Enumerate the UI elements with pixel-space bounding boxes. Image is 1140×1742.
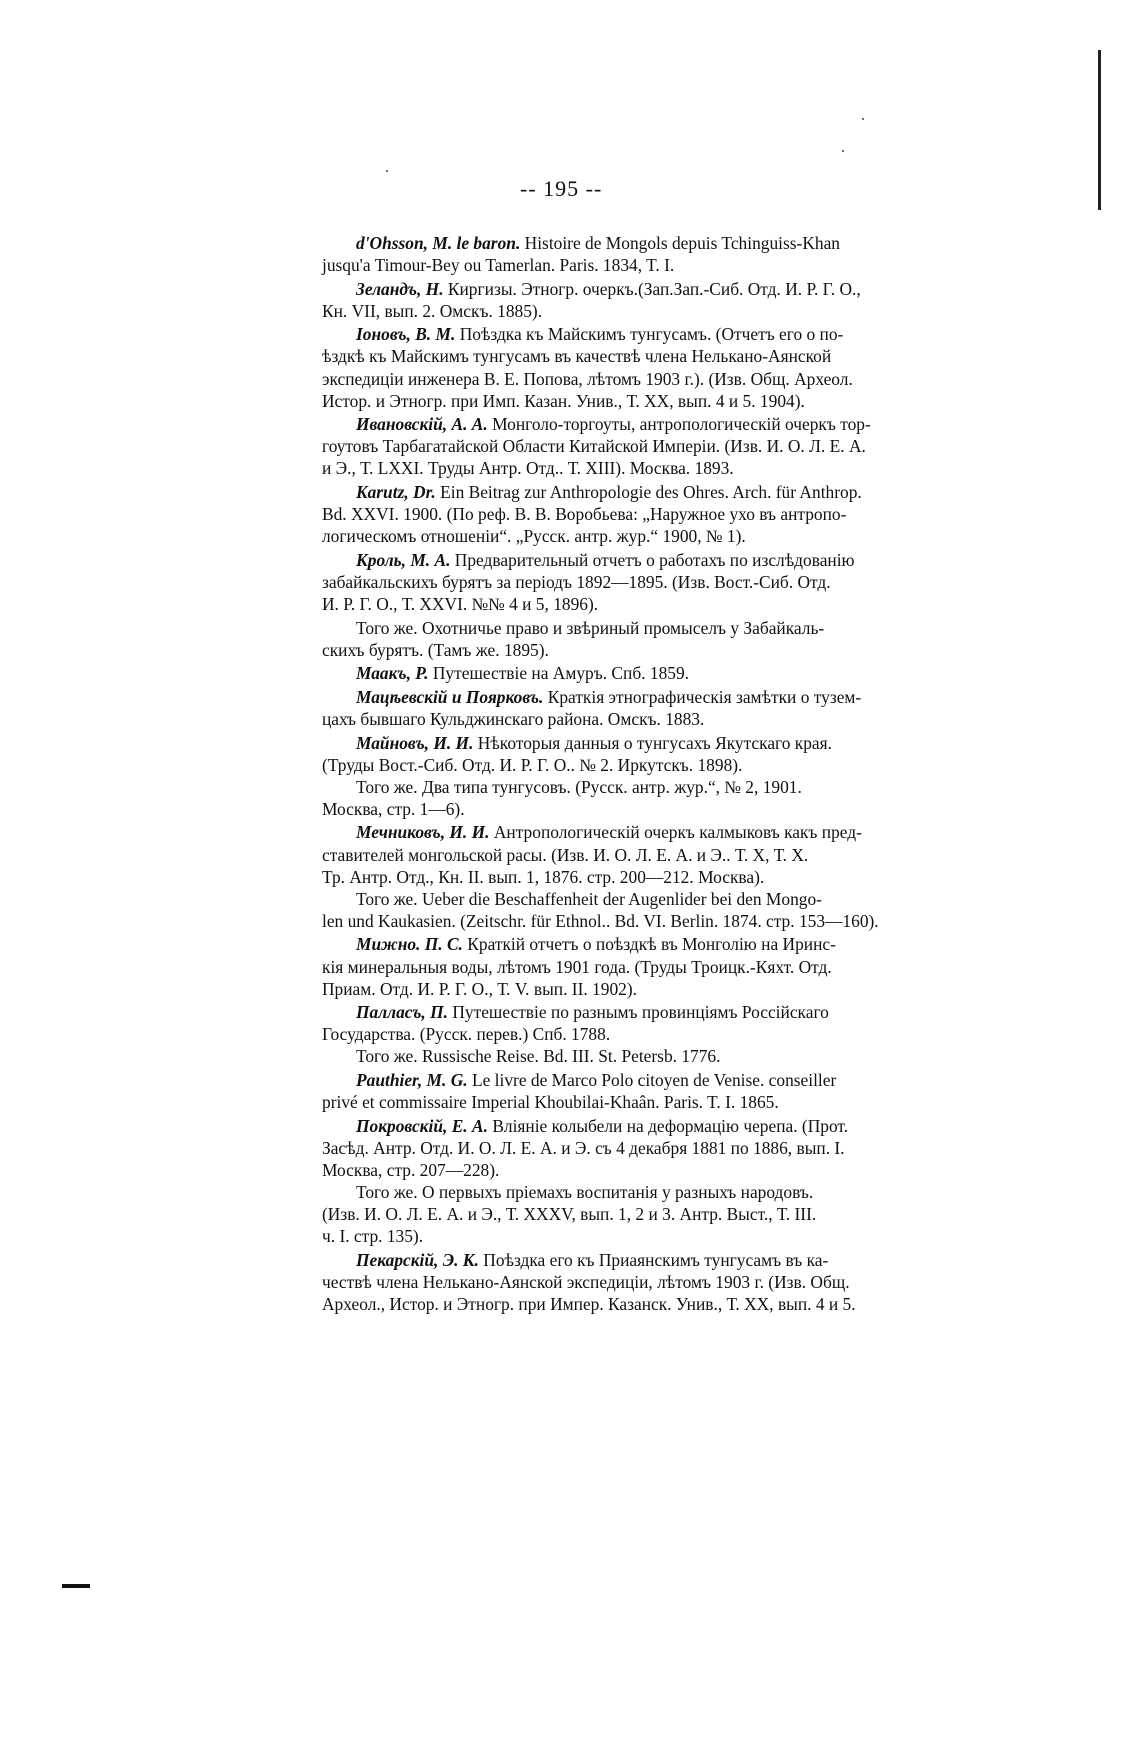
entry-text: Государства. (Русск. перев.) Спб. 1788. <box>322 1024 611 1045</box>
entry-text: Поѣздка къ Майскимъ тунгусамъ. (Отчетъ его о по- <box>459 324 844 345</box>
entry-text: экспедиціи инженера В. Е. Попова, лѣтомъ 1903 г.). (Изв. Общ. Археол. <box>322 368 853 389</box>
bibliography-entry <box>322 662 982 684</box>
entry-line <box>322 639 982 661</box>
entry-author: Karutz, Dr. <box>356 482 436 503</box>
entry-author: Ивановскій, А. А. <box>356 414 488 435</box>
entry-author: Маакъ, Р. <box>356 663 429 684</box>
entry-text: Того же. Охотничье право и звѣриный промыселъ у Забайкаль- <box>356 617 825 638</box>
entry-text: (Изв. И. О. Л. Е. А. и Э., Т. XXXV, вып. 1, 2 и 3. Антр. Выст., Т. III. <box>322 1204 817 1225</box>
bibliography-list <box>322 232 982 1317</box>
entry-line <box>322 1271 982 1293</box>
entry-line <box>322 1091 982 1113</box>
entry-text: скихъ бурятъ. (Тамъ же. 1895). <box>322 639 549 660</box>
bibliography-entry <box>322 1115 982 1248</box>
entry-line <box>322 254 982 276</box>
entry-line <box>322 662 982 684</box>
entry-text: забайкальскихъ бурятъ за періодъ 1892—1895. (Изв. Вост.-Сиб. Отд. <box>322 571 831 592</box>
entry-line <box>322 481 982 503</box>
entry-text: ѣздкѣ къ Майскимъ тунгусамъ въ качествѣ члена Нелькано-Аянской <box>322 346 832 367</box>
entry-author: Мечниковъ, И. И. <box>356 822 490 843</box>
entry-line <box>322 754 982 776</box>
entry-author: Мижно. П. С. <box>356 934 463 955</box>
bibliography-entry <box>322 933 982 999</box>
entry-author: d'Ohsson, M. le baron. <box>356 233 521 253</box>
entry-text: Краткія этнографическія замѣтки о тузем- <box>547 686 862 707</box>
entry-text: Истор. и Этногр. при Имп. Казан. Унив., Т. XX, вып. 4 и 5. 1904). <box>322 390 805 411</box>
entry-text: Киргизы. Этногр. очеркъ.(Зап.Зап.-Сиб. Отд. И. Р. Г. О., <box>447 278 861 299</box>
entry-text: гоутовъ Тарбагатайской Области Китайской Имперіи. (Изв. И. О. Л. Е. А. <box>322 436 866 457</box>
entry-text: Кн. VII, вып. 2. Омскъ. 1885). <box>322 300 543 321</box>
margin-mark <box>62 1584 90 1588</box>
entry-text: Путешествіе по разнымъ провинціямъ Россійскаго <box>452 1002 829 1023</box>
entry-line <box>322 1137 982 1159</box>
entry-line <box>322 1181 982 1203</box>
entry-text: Монголо-торгоуты, антропологическій очеркъ тор- <box>492 414 871 435</box>
entry-author: Майновъ, И. И. <box>356 732 474 753</box>
entry-line <box>322 844 982 866</box>
entry-text: Того же. Два типа тунгусовъ. (Русск. антр. жур.“, № 2, 1901. <box>356 776 802 797</box>
entry-line <box>322 593 982 615</box>
entry-text: Приам. Отд. И. Р. Г. О., Т. V. вып. II. 1902). <box>322 978 637 999</box>
entry-line <box>322 978 982 1000</box>
entry-text: Путешествіе на Амуръ. Спб. 1859. <box>432 663 690 684</box>
entry-text: privé et commissaire Imperial Khoubilai-Khaân. Paris. T. I. 1865. <box>322 1092 779 1113</box>
entry-line <box>322 1069 982 1091</box>
entry-line <box>322 457 982 479</box>
entry-text: Того же. Russische Reise. Bd. III. St. Petersb. 1776. <box>356 1046 721 1067</box>
bibliography-entry <box>322 413 982 479</box>
entry-line <box>322 1293 982 1315</box>
bibliography-entry <box>322 686 982 730</box>
print-speck <box>862 118 864 120</box>
entry-line <box>322 549 982 571</box>
entry-line <box>322 1249 982 1271</box>
entry-text: Вліяніе колыбели на деформацію черепа. (Прот. <box>492 1115 849 1136</box>
entry-text: Поѣздка его къ Приаянскимъ тунгусамъ въ ка- <box>483 1249 829 1270</box>
entry-line <box>322 1115 982 1137</box>
entry-text: Того же. Ueber die Beschaffenheit der Augenlider bei den Mongo- <box>356 888 822 909</box>
entry-text: Тр. Антр. Отд., Кн. II. вып. 1, 1876. стр. 200—212. Москва). <box>322 866 765 887</box>
entry-line <box>322 1001 982 1023</box>
entry-author: Кроль, М. А. <box>356 549 451 570</box>
entry-text: Ein Beitrag zur Anthropologie des Ohres. Arch. für Anthrop. <box>440 482 862 503</box>
entry-text: (Труды Вост.-Сиб. Отд. И. Р. Г. О.. № 2. Иркутскъ. 1898). <box>322 754 743 775</box>
entry-line <box>322 888 982 910</box>
page-number: -- 195 -- <box>520 176 603 201</box>
entry-line <box>322 571 982 593</box>
entry-line <box>322 821 982 843</box>
entry-line <box>322 503 982 525</box>
entry-line <box>322 390 982 412</box>
entry-author: Пекарскій, Э. К. <box>356 1249 479 1270</box>
entry-line <box>322 435 982 457</box>
entry-text: логическомъ отношеніи“. „Русск. антр. жур.“ 1900, № 1). <box>322 526 746 547</box>
entry-line <box>322 956 982 978</box>
entry-line <box>322 1045 982 1067</box>
entry-text: Засѣд. Антр. Отд. И. О. Л. Е. А. и Э. съ 4 декабря 1881 по 1886, вып. I. <box>322 1137 845 1158</box>
page-edge-rule <box>1098 50 1101 210</box>
entry-text: чествѣ члена Нелькано-Аянской экспедиціи, лѣтомъ 1903 г. (Изв. Общ. <box>322 1271 850 1292</box>
entry-text: Предварительный отчетъ о работахъ по изслѣдованію <box>454 549 855 570</box>
print-speck <box>386 170 388 172</box>
entry-line <box>322 525 982 547</box>
entry-author: Мацѣевскій и Поярковъ. <box>356 686 544 707</box>
entry-line <box>322 1159 982 1181</box>
entry-text: Нѣкоторыя данныя о тунгусахъ Якутскаго края. <box>477 732 832 753</box>
bibliography-entry <box>322 732 982 820</box>
entry-text: Le livre de Marco Polo citoyen de Venise. conseiller <box>471 1069 837 1090</box>
bibliography-entry <box>322 232 982 276</box>
bibliography-entry <box>322 481 982 547</box>
entry-line <box>322 345 982 367</box>
entry-text: кія минеральныя воды, лѣтомъ 1901 года. (Труды Троицк.-Кяхт. Отд. <box>322 956 832 977</box>
entry-text: Москва, стр. 207—228). <box>322 1159 500 1180</box>
bibliography-entry <box>322 323 982 411</box>
bibliography-entry <box>322 1069 982 1113</box>
entry-line <box>322 368 982 390</box>
entry-text: Histoire de Mongols depuis Tchinguiss-Khan <box>524 233 840 253</box>
entry-text: Антропологическій очеркъ калмыковъ какъ пред- <box>493 822 862 843</box>
entry-line <box>322 686 982 708</box>
entry-line <box>322 300 982 322</box>
entry-text: Bd. XXVI. 1900. (По реф. В. В. Воробьева: „Наружное ухо въ антропо- <box>322 504 847 525</box>
entry-author: Pauthier, M. G. <box>356 1069 468 1090</box>
entry-line <box>322 413 982 435</box>
entry-line <box>322 278 982 300</box>
entry-text: цахъ бывшаго Кульджинскаго района. Омскъ. 1883. <box>322 708 705 729</box>
entry-author: Палласъ, П. <box>356 1002 448 1023</box>
print-speck <box>842 150 844 152</box>
entry-author: Покровскій, Е. А. <box>356 1115 488 1136</box>
entry-text: ч. I. стр. 135). <box>322 1226 424 1247</box>
entry-text: jusqu'a Timour-Bey ou Tamerlan. Paris. 1834, T. I. <box>322 255 675 276</box>
entry-line <box>322 1203 982 1225</box>
entry-line <box>322 617 982 639</box>
entry-line <box>322 910 982 932</box>
entry-author: Іоновъ, В. М. <box>356 324 456 345</box>
entry-line <box>322 798 982 820</box>
entry-text: ставителей монгольской расы. (Изв. И. О. Л. Е. А. и Э.. Т. X, Т. X. <box>322 844 809 865</box>
entry-line <box>322 232 982 254</box>
bibliography-entry <box>322 821 982 931</box>
entry-text: И. Р. Г. О., Т. XXVI. №№ 4 и 5, 1896). <box>322 594 599 614</box>
entry-text: Археол., Истор. и Этногр. при Импер. Казанск. Унив., Т. XX, вып. 4 и 5. <box>322 1293 856 1314</box>
entry-line <box>322 776 982 798</box>
bibliography-entry <box>322 278 982 322</box>
entry-line <box>322 732 982 754</box>
entry-text: и Э., Т. LXXI. Труды Антр. Отд.. Т. XIII). Москва. 1893. <box>322 458 734 479</box>
entry-line <box>322 1023 982 1045</box>
entry-author: Зеландъ, Н. <box>356 278 444 299</box>
entry-line <box>322 933 982 955</box>
bibliography-entry <box>322 1249 982 1315</box>
entry-line <box>322 1225 982 1247</box>
bibliography-entry <box>322 1001 982 1067</box>
bibliography-entry <box>322 617 982 661</box>
bibliography-entry <box>322 549 982 615</box>
entry-text: Того же. О первыхъ пріемахъ воспитанія у разныхъ народовъ. <box>356 1181 814 1202</box>
entry-text: Москва, стр. 1—6). <box>322 798 465 819</box>
entry-line <box>322 708 982 730</box>
entry-line <box>322 866 982 888</box>
entry-line <box>322 323 982 345</box>
entry-text: len und Kaukasien. (Zeitschr. für Ethnol.. Bd. VI. Berlin. 1874. стр. 153—160). <box>322 910 879 931</box>
entry-text: Краткій отчетъ о поѣздкѣ въ Монголію на Иринс- <box>467 934 836 955</box>
